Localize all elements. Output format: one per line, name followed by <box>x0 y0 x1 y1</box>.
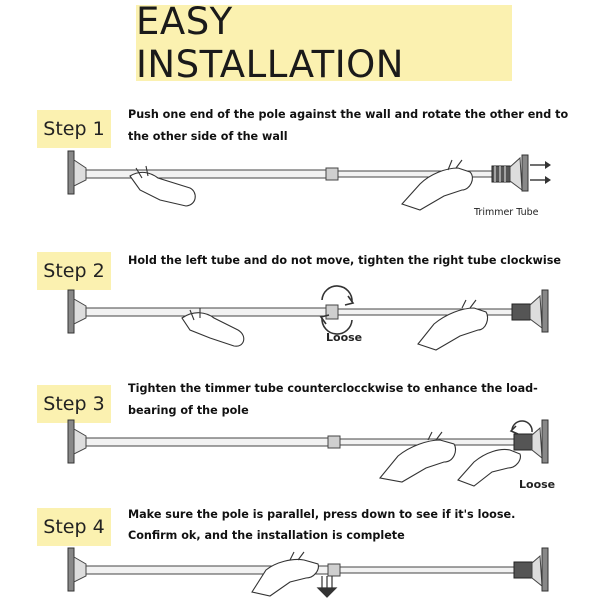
step-2-label: Step 2 <box>37 252 111 290</box>
step-2-text: Hold the left tube and do not move, tighten the right tube clockwise <box>128 254 561 267</box>
step-4-text-2: Confirm ok, and the installation is complete <box>128 529 405 542</box>
press-down-arrow-icon <box>318 576 336 597</box>
loose-label-step-3: Loose <box>519 478 556 491</box>
step-1-label: Step 1 <box>37 110 111 148</box>
loose-label-step-2: Loose <box>326 331 363 344</box>
step-3-label: Step 3 <box>37 385 111 423</box>
step-4-text: Make sure the pole is parallel, press down to see if it's loose. <box>128 508 516 521</box>
page-title: EASY INSTALLATION <box>136 0 404 86</box>
step-4-label: Step 4 <box>37 508 111 546</box>
step-3-text: Tighten the timmer tube counterclocckwise to enhance the load-bearing of the pole <box>128 382 538 417</box>
trimmer-tube-label: Trimmer Tube <box>474 207 539 218</box>
step-1-text: Push one end of the pole against the wall and rotate the other end to the other side of the wall <box>128 108 569 143</box>
